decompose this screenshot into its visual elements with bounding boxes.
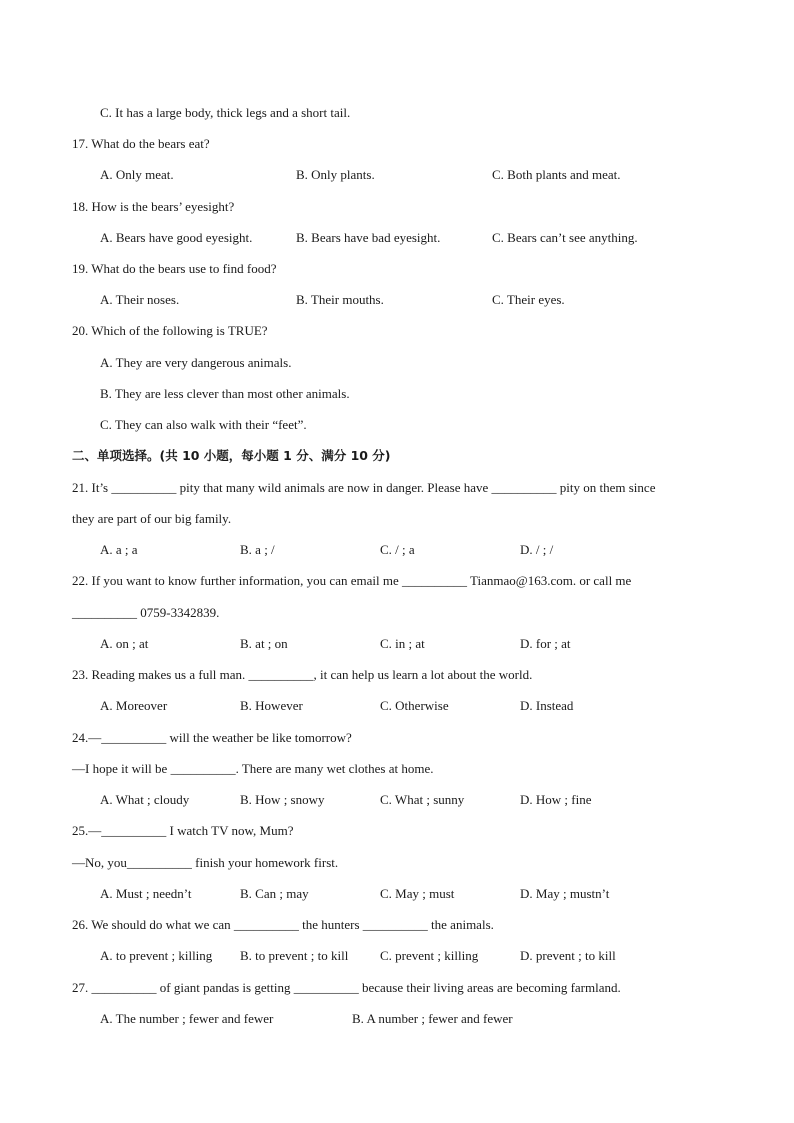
- q19-stem: 19. What do the bears use to find food?: [72, 261, 277, 276]
- q21-option-c: C. / ; a: [380, 542, 415, 557]
- q26-option-b: B. to prevent ; to kill: [240, 948, 349, 963]
- q23-option-d: D. Instead: [520, 698, 574, 713]
- q22-option-d: D. for ; at: [520, 636, 571, 651]
- q17-stem: 17. What do the bears eat?: [72, 136, 210, 151]
- q16-option-c: C. It has a large body, thick legs and a short tail.: [100, 105, 351, 120]
- q25-stem-line2: —No, you__________ finish your homework first.: [72, 855, 339, 870]
- q20-option-a: A. They are very dangerous animals.: [100, 355, 292, 370]
- q23-option-b: B. However: [240, 698, 303, 713]
- q25-option-a: A. Must ; needn’t: [100, 886, 192, 901]
- q20-option-c: C. They can also walk with their “feet”.: [100, 417, 307, 432]
- q27-option-b: B. A number ; fewer and fewer: [352, 1011, 513, 1026]
- q22-option-a: A. on ; at: [100, 636, 149, 651]
- q21-option-a: A. a ; a: [100, 542, 138, 557]
- q18-option-a: A. Bears have good eyesight.: [100, 230, 253, 245]
- q17-option-b: B. Only plants.: [296, 167, 375, 182]
- q25-stem-line1: 25.—__________ I watch TV now, Mum?: [72, 823, 294, 838]
- q20-stem: 20. Which of the following is TRUE?: [72, 323, 268, 338]
- q25-option-c: C. May ; must: [380, 886, 455, 901]
- q19-option-c: C. Their eyes.: [492, 292, 565, 307]
- q26-option-c: C. prevent ; killing: [380, 948, 479, 963]
- q25-option-b: B. Can ; may: [240, 886, 309, 901]
- q24-option-c: C. What ; sunny: [380, 792, 465, 807]
- q18-stem: 18. How is the bears’ eyesight?: [72, 199, 235, 214]
- q22-option-b: B. at ; on: [240, 636, 288, 651]
- q26-stem: 26. We should do what we can __________ the hunters __________ the animals.: [72, 917, 494, 932]
- q24-stem-line1: 24.—__________ will the weather be like tomorrow?: [72, 730, 352, 745]
- q26-option-d: D. prevent ; to kill: [520, 948, 616, 963]
- q19-option-a: A. Their noses.: [100, 292, 180, 307]
- q17-option-a: A. Only meat.: [100, 167, 174, 182]
- q19-option-b: B. Their mouths.: [296, 292, 384, 307]
- q20-option-b: B. They are less clever than most other animals.: [100, 386, 350, 401]
- q25-option-d: D. May ; mustn’t: [520, 886, 610, 901]
- section-heading: 二、单项选择。(共 10 小题，每小题 1 分、满分 10 分): [72, 448, 391, 463]
- q18-option-b: B. Bears have bad eyesight.: [296, 230, 441, 245]
- q21-option-d: D. / ; /: [520, 542, 554, 557]
- q17-option-c: C. Both plants and meat.: [492, 167, 621, 182]
- q23-option-c: C. Otherwise: [380, 698, 449, 713]
- q21-stem-line2: they are part of our big family.: [72, 511, 232, 526]
- q26-option-a: A. to prevent ; killing: [100, 948, 213, 963]
- q22-stem-line2: __________ 0759-3342839.: [72, 605, 220, 620]
- q18-option-c: C. Bears can’t see anything.: [492, 230, 638, 245]
- q23-option-a: A. Moreover: [100, 698, 168, 713]
- q27-option-a: A. The number ; fewer and fewer: [100, 1011, 274, 1026]
- q24-option-d: D. How ; fine: [520, 792, 592, 807]
- q24-stem-line2: —I hope it will be __________. There are many wet clothes at home.: [72, 761, 434, 776]
- q21-stem-line1: 21. It’s __________ pity that many wild animals are now in danger. Please have __________ pity on them since: [72, 480, 656, 495]
- q21-option-b: B. a ; /: [240, 542, 275, 557]
- q22-stem-line1: 22. If you want to know further information, you can email me __________ Tianmao@163.com. or call me: [72, 573, 632, 588]
- q24-option-a: A. What ; cloudy: [100, 792, 190, 807]
- q22-option-c: C. in ; at: [380, 636, 425, 651]
- q23-stem: 23. Reading makes us a full man. __________, it can help us learn a lot about the world.: [72, 667, 533, 682]
- q27-stem: 27. __________ of giant pandas is getting __________ because their living areas are becoming farmland.: [72, 980, 621, 995]
- q24-option-b: B. How ; snowy: [240, 792, 325, 807]
